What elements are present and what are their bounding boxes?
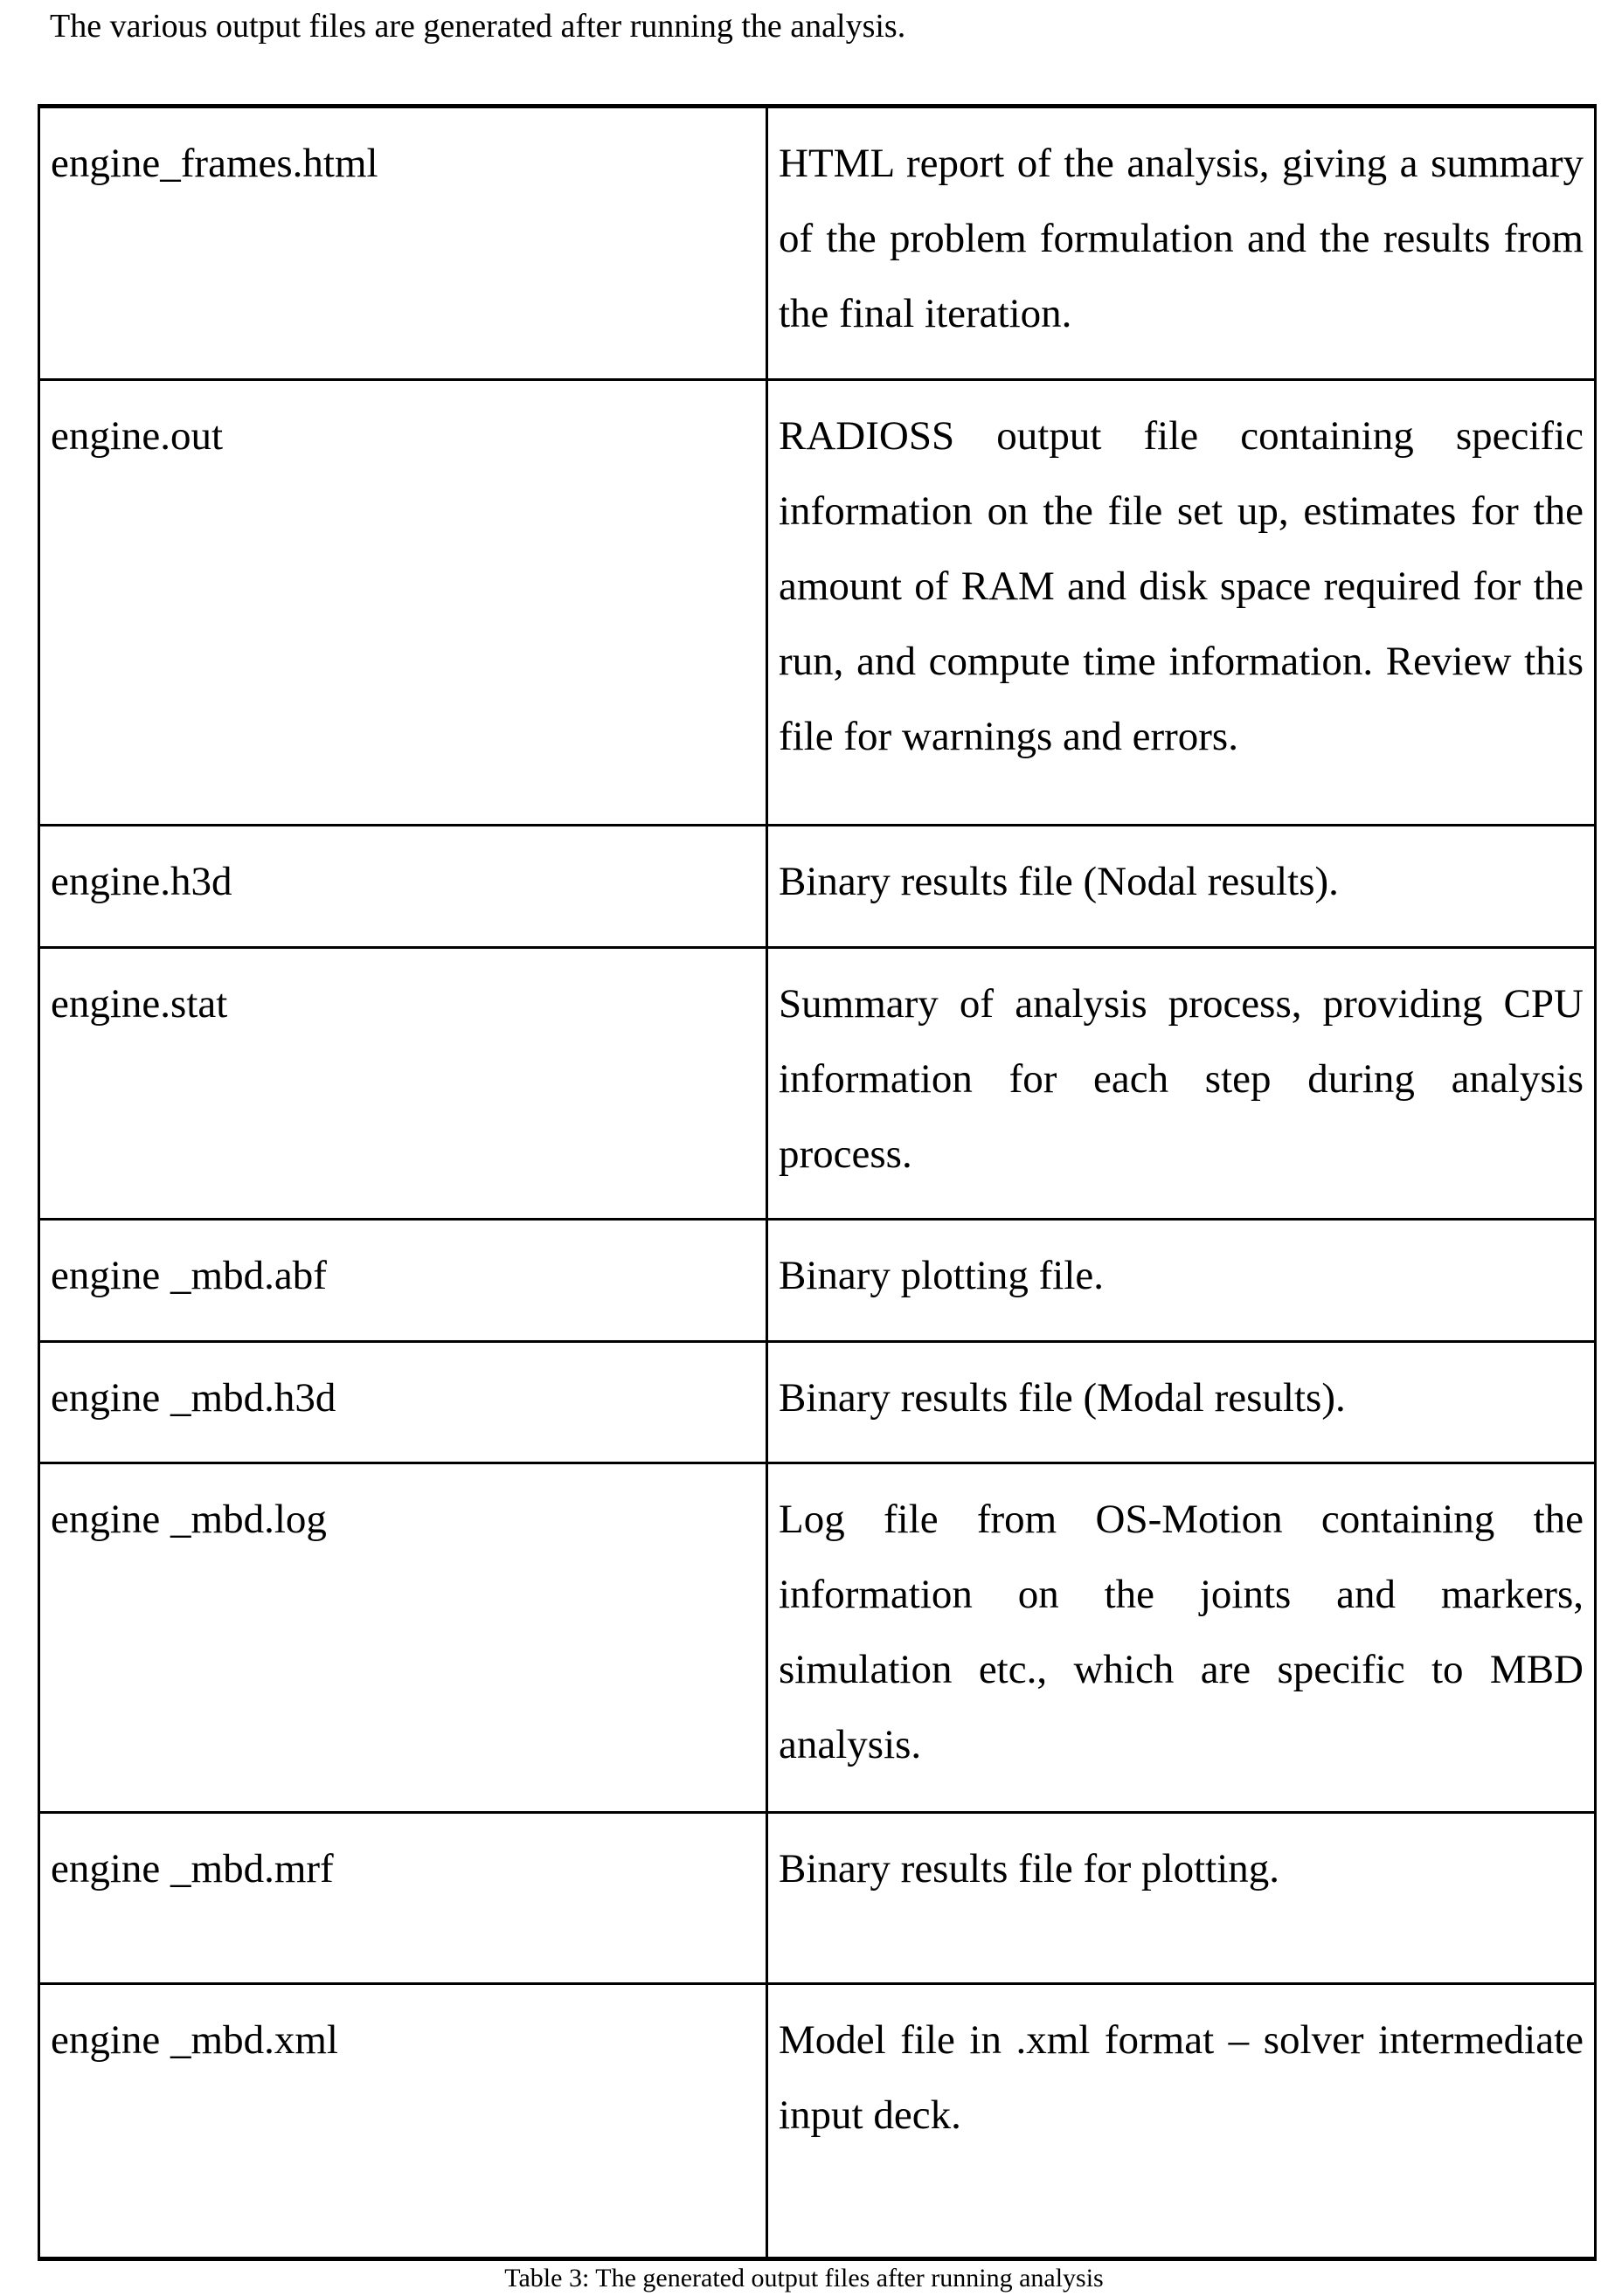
file-name-cell: engine.h3d [39,826,767,948]
file-description-cell: Model file in .xml format – solver intermediate input deck. [767,1984,1596,2259]
table-caption: Table 3: The generated output files after running analysis [504,2264,1104,2293]
file-name-cell: engine_frames.html [39,107,767,380]
file-description-cell: RADIOSS output file containing specific information on the file set up, estimates for the amount of RAM and disk space required for the run, and compute time information. Review this file for warnings and errors. [767,380,1596,826]
file-description-cell: Binary results file (Nodal results). [767,826,1596,948]
file-description-cell: Binary results file (Modal results). [767,1342,1596,1463]
table-row [39,380,1596,826]
file-name-cell: engine _mbd.xml [39,1984,767,2259]
file-name-cell: engine.out [39,380,767,826]
file-description-cell: Summary of analysis process, providing CPU information for each step during analysis process. [767,948,1596,1220]
file-description-cell: Binary plotting file. [767,1220,1596,1342]
table-row [39,1813,1596,1984]
table-row [39,826,1596,948]
file-description-cell: Binary results file for plotting. [767,1813,1596,1984]
file-description-cell: HTML report of the analysis, giving a summary of the problem formulation and the results from the final iteration. [767,107,1596,380]
file-name-cell: engine _mbd.mrf [39,1813,767,1984]
file-name-cell: engine _mbd.h3d [39,1342,767,1463]
table-row [39,1342,1596,1463]
table-row [39,948,1596,1220]
file-name-cell: engine _mbd.log [39,1463,767,1813]
file-name-cell: engine _mbd.abf [39,1220,767,1342]
intro-paragraph: The various output files are generated after running the analysis. [50,8,906,45]
table-row [39,1984,1596,2259]
file-description-cell: Log file from OS-Motion containing the information on the joints and markers, simulation etc., which are specific to MBD analysis. [767,1463,1596,1813]
table-row [39,1463,1596,1813]
table-row [39,107,1596,380]
table-row [39,1220,1596,1342]
file-name-cell: engine.stat [39,948,767,1220]
output-files-table [38,104,1597,2261]
